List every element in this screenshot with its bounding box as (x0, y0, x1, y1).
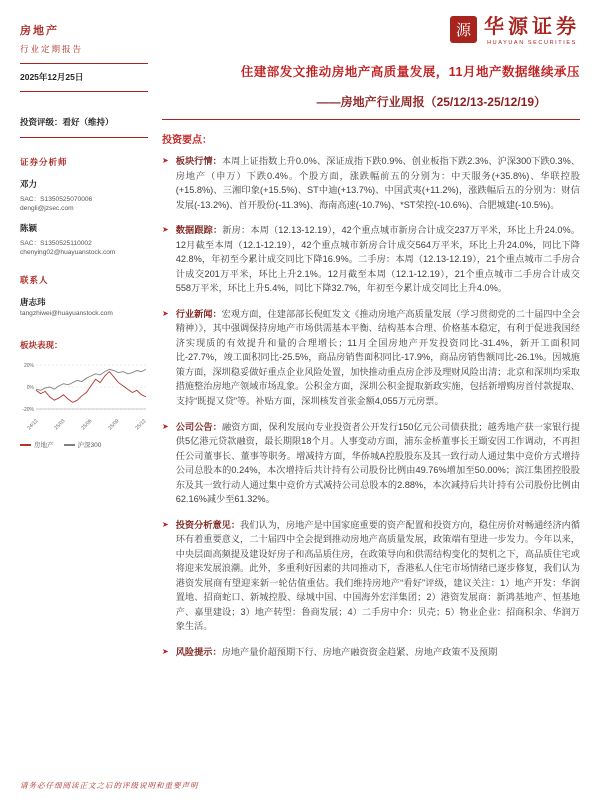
x-tick: 24/12 (26, 418, 40, 431)
bullet-risk-warning (162, 645, 580, 660)
bullet-company-announcements (162, 420, 580, 507)
brand-name-cn: 华源证券 (484, 16, 580, 38)
line-chart (20, 359, 148, 431)
bullet-label: 数据跟踪： (175, 225, 223, 236)
investment-rating (20, 116, 148, 128)
legend-item (20, 440, 54, 449)
sidebar (20, 22, 148, 449)
bullet-arrow-icon: ➤ (162, 156, 169, 165)
analyst-email: dengli@jzsec.com (20, 205, 74, 212)
bullet-text: 融资方面，保利发展向专业投资者公开发行150亿元公司债获批；越秀地产获一家银行提供5亿港元贷款融资，最长期限18个月。人事变动方面，浦东金桥董事长王颋安因工作调动，不再担任公司董事长、董事等职务。增减持方面，华侨城A控股股东及其一致行动人通过集中竞价方式增持公司总股本的0.24%，本次增持后共计持有公司股份比例由49.76%增加至50.00%；滨江集团控股股东及其一致行动人通过集中竞价方式减持公司总股本的2.88%，本次减持后共计持有公司股份比例由62.16%减少至61.32%。 (175, 421, 581, 505)
x-tick: 25/06 (80, 418, 94, 431)
report-subtitle: ——房地产行业周报（25/12/13-25/12/19） (162, 93, 580, 120)
bullet-label: 风险提示： (175, 646, 222, 657)
analysts-section-title: 证券分析师 (20, 157, 68, 167)
bullet-data-tracking (162, 223, 580, 296)
bullet-arrow-icon: ➤ (162, 225, 169, 235)
contact-name: 唐志玮 (20, 297, 46, 307)
bullet-industry-news (162, 307, 580, 409)
bullet-label: 行业新闻： (175, 308, 222, 319)
bullet-arrow-icon: ➤ (162, 308, 169, 318)
bullet-label: 板块行情： (175, 156, 222, 166)
keypoints-label: 投资要点： (162, 135, 212, 146)
legend-label: 房地产 (34, 442, 54, 449)
report-title: 住建部发文推动房地产高质量发展，11月地产数据继续承压 (240, 65, 580, 79)
bullet-text: 我们认为，房地产是中国家庭重要的资产配置和投资方向，稳住房价对畅通经济内循环有着重要意义，二十届四中全会提到推动房地产高质量发展，政策端有望进一步发力。今年以来，中央层面高频提及建设好房子和高品质住房，在政策导向和供需结构变化的契机之下，高品质住宅或将迎来发展浪潮。此外，多重利好因素的共同推动下，香港私人住宅市场情绪已逐步修复，我们认为港资发展商有望迎来新一轮估值重估。我们维持房地产“看好”评级，建议关注：1）地产开发：华润置地、招商蛇口、新城控股、绿城中国、中国海外宏洋集团；2）港资发展商：新鸿基地产、恒基地产、嘉里建设；3）地产转型：鲁商发展；4）二手房中介：贝壳；5）物业企业：招商积余、华润万象生活。 (175, 519, 581, 632)
report-category: 房地产 (20, 25, 59, 37)
brand-name-en: HUAYUAN SECURITIES (487, 40, 577, 46)
y-tick: 0% (26, 385, 34, 391)
report-date: 2025年12月25日 (20, 72, 84, 82)
x-tick: 25/09 (107, 418, 121, 431)
y-tick: -20% (22, 407, 34, 413)
brand-logo (162, 16, 580, 46)
analyst-name: 陈颖 (20, 223, 38, 233)
y-tick: 20% (23, 363, 34, 369)
analyst-entry (20, 222, 148, 256)
contact-entry (20, 296, 148, 317)
analyst-sac: SAC：S1350525110002 (20, 240, 92, 247)
bullet-text: 新房：本周（12.13-12.19），42个重点城市新房合计成交237万平米，环比上升24.0%。12月截至本周（12.1-12.19），42个重点城市新房合计成交564万平米，环比上升24.0%，同比下降42.8%，年初至今累计成交同比下降16.9%。二手房：本周（12.13-12.19），21个重点城市二手房合计成交201万平米，环比上升2.1%。12月截至本周（12.1-12.19），21个重点城市二手房合计成交558万平米，环比上升5.4%，同比下降32.7%，年初至今累计成交同比上升4.0%。 (175, 225, 580, 294)
rating-block (20, 116, 148, 138)
disclaimer: 请务必仔细阅读正文之后的评级说明和重要声明 (20, 781, 199, 790)
bullet-text: 宏观方面，住建部部长倪虹发文《推动房地产高质量发展（学习贯彻党的二十届四中全会精神）》，其中强调保持房地产市场供需基本平衡、结构基本合理、价格基本稳定，有利于促进我国经济实现质的有效提升和量的合理增长；11月全国房地产开发投资同比-31.4%，新开工面积同比-27.7%，竣工面积同比-25.5%，商品房销售面积同比-17.9%，商品房销售额同比-26.1%。因城施策方面，深圳稳妥做好重点企业风险处置，加快推动重点房企涉及理财风险出清；北京和深圳均采取措施整治房地产领域市场乱象。公积金方面，深圳公积金提取新政实施，包括新增购房首付款提取、支持“既提又贷”等。补贴方面，深圳核发首张金额4,055万元房票。 (175, 308, 581, 406)
bullet-investment-view (162, 518, 580, 634)
contact-section-title: 联系人 (20, 275, 49, 285)
report-type: 行业定期报告 (20, 44, 84, 54)
analyst-email: chenying02@huayuanstock.com (20, 249, 116, 256)
sector-performance-title: 板块表现： (20, 340, 63, 350)
main-content (162, 16, 580, 670)
bullet-text: 房地产量价超预期下行、房地产融资资金趋紧、房地产政策不及预期 (221, 646, 498, 657)
divider (20, 137, 148, 138)
legend-label: 沪深300 (77, 442, 102, 449)
analyst-name: 邓力 (20, 179, 38, 189)
bullet-label: 投资分析意见： (175, 519, 241, 530)
bullet-arrow-icon: ➤ (162, 421, 169, 431)
bullet-arrow-icon: ➤ (162, 646, 169, 656)
x-tick: 25/03 (53, 418, 67, 431)
bullet-label: 公司公告： (175, 421, 223, 432)
analyst-sac: SAC：S1350525070006 (20, 196, 93, 203)
divider (20, 63, 148, 64)
bullet-arrow-icon: ➤ (162, 519, 169, 529)
sector-performance-chart (20, 359, 148, 449)
analyst-entry (20, 178, 148, 212)
brand-text (484, 16, 580, 46)
legend-swatch-real-estate (20, 444, 31, 446)
legend-swatch-csi300 (64, 444, 75, 446)
chart-legend (20, 440, 148, 449)
bullet-text: 本周上证指数上升0.0%、深证成指下跌0.9%、创业板指下跌2.3%、沪深300下跌0.3%、房地产（申万）下跌0.4%。个股方面，涨跌幅前五的分别为：中天服务(+35.8%)、华联控股(+15.8%)、三湘印象(+15.5%)、ST中迪(+13.7%)、中国武夷(+11.2%)，涨跌幅后五的分别为：财信发展(-13.2%)、首开股份(-11.3%)、海南高速(-10.7%)、*ST荣控(-10.6%)、合肥城建(-10.5%)。 (175, 156, 581, 210)
rating-label: 投资评级： (20, 117, 63, 127)
rating-value: 看好（维持） (62, 117, 114, 127)
bullet-market-review (162, 154, 580, 212)
legend-item (64, 440, 102, 449)
divider (20, 91, 148, 92)
contact-email: tangzhiwei@huayuanstock.com (20, 310, 113, 317)
brand-seal-icon: 源 (450, 16, 477, 43)
x-tick: 25/12 (134, 418, 148, 431)
